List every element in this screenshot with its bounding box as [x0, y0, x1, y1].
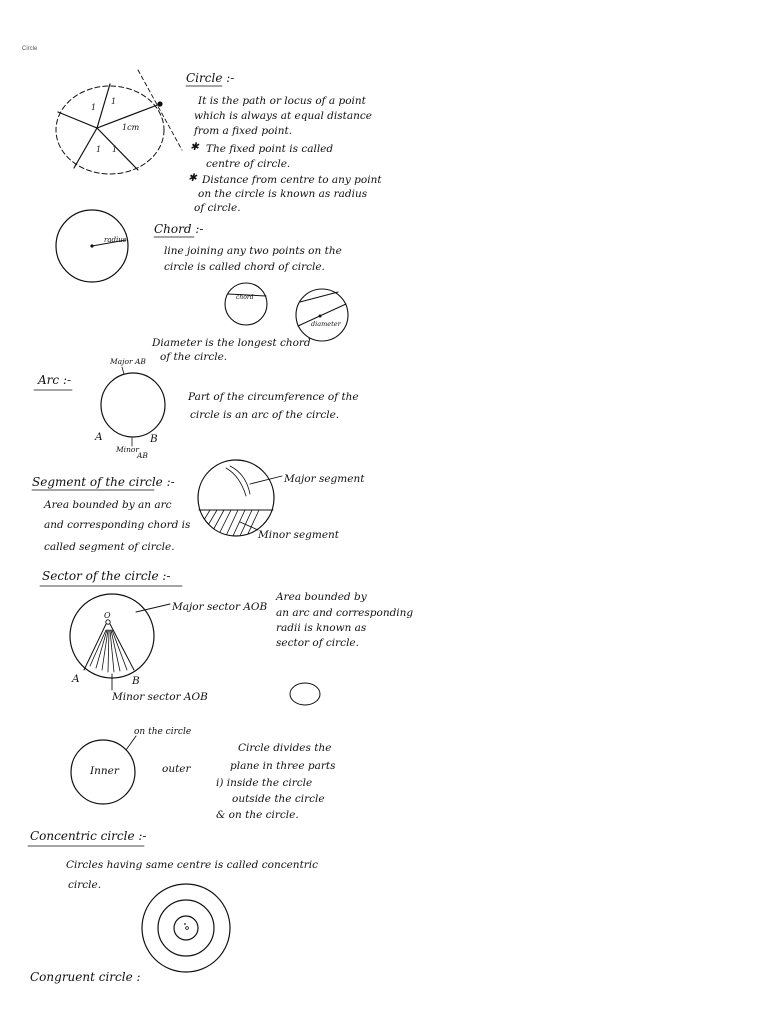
concentric-definition-line: circle.	[68, 879, 102, 891]
circle-section	[56, 70, 382, 214]
sector-heading: Sector of the circle :-	[42, 569, 171, 583]
inner-label: Inner	[90, 765, 119, 777]
bullet-line: on the circle is known as radius	[198, 188, 368, 200]
circle-definition-line: It is the path or locus of a point	[198, 95, 366, 107]
sector-section	[40, 569, 413, 705]
small-oval-sketch	[290, 683, 320, 705]
point-b-label: B	[132, 675, 140, 687]
major-segment-pointer	[250, 476, 282, 484]
arc-circle-diagram	[101, 373, 165, 437]
major-segment-shading	[226, 466, 250, 496]
arc-section	[34, 357, 359, 460]
diameter-label: diameter	[311, 320, 341, 328]
arc-heading: Arc :-	[38, 373, 72, 387]
minor-sector-label: Minor sector AOB	[112, 691, 208, 703]
sector-radius	[110, 624, 134, 670]
distance-label: 1cm	[122, 123, 140, 132]
outer-label: outer	[162, 763, 191, 775]
segment-definition-line: and corresponding chord is	[44, 519, 191, 531]
chord-circle-diagram	[225, 283, 267, 325]
chord-definition-line: circle is called chord of circle.	[164, 261, 325, 273]
regions-line: outside the circle	[232, 793, 325, 805]
centre-dot	[186, 927, 189, 930]
segment-heading: Segment of the circle :-	[32, 475, 175, 489]
regions-line: & on the circle.	[216, 809, 299, 821]
tick-mark: 1	[111, 97, 117, 106]
major-arc-label: Major AB	[110, 357, 146, 366]
segment-section	[32, 460, 365, 553]
sector-definition-line: an arc and corresponding	[276, 607, 414, 619]
centre-o-label: O	[104, 611, 111, 620]
star-icon: ✱	[188, 172, 197, 184]
regions-line: i) inside the circle	[216, 777, 313, 789]
segment-circle-diagram	[198, 460, 274, 536]
tick-mark: 1	[96, 145, 102, 154]
diameter-note-line: Diameter is the longest chord	[152, 337, 311, 349]
radius-line	[97, 128, 138, 170]
congruent-heading: Congruent circle :	[30, 970, 141, 984]
centre-dot	[184, 923, 186, 925]
chord-definition-line: line joining any two points on the	[164, 245, 342, 257]
regions-section	[71, 727, 336, 821]
major-sector-label: Major sector AOB	[172, 601, 268, 613]
point-dot	[157, 101, 162, 106]
bullet-line: of circle.	[194, 202, 241, 214]
minor-arc-label: Minor	[116, 445, 140, 454]
radius-line	[74, 128, 97, 168]
arc-definition-line: circle is an arc of the circle.	[190, 409, 340, 421]
concentric-heading: Concentric circle :-	[30, 829, 147, 843]
circle-definition-line: which is always at equal distance	[194, 110, 372, 122]
minor-sector-hatching	[90, 630, 127, 672]
diameter-note-line: of the circle.	[160, 351, 228, 363]
concentric-definition-line: Circles having same centre is called concentric	[66, 859, 319, 871]
bullet-line: Distance from centre to any point	[202, 174, 382, 186]
minor-arc-label: AB	[137, 451, 148, 460]
chord-line	[300, 292, 338, 302]
sector-definition-line: Area bounded by	[276, 591, 367, 603]
chord-label: chord	[236, 294, 254, 301]
point-a-label: A	[95, 431, 103, 443]
arc-definition-line: Part of the circumference of the	[188, 391, 359, 403]
star-icon: ✱	[190, 141, 199, 153]
radius-line	[58, 112, 97, 128]
concentric-section	[28, 829, 318, 984]
tick-mark: 1	[91, 103, 97, 112]
centre-o-dot	[106, 620, 110, 624]
regions-line: Circle divides the	[238, 742, 332, 754]
circle-definition-line: from a fixed point.	[194, 125, 293, 137]
centre-dot	[319, 315, 322, 318]
point-b-label: B	[150, 433, 158, 445]
tick-mark: 1	[112, 145, 118, 154]
on-circle-pointer	[126, 736, 136, 750]
bullet-line: The fixed point is called	[206, 143, 334, 155]
segment-definition-line: called segment of circle.	[44, 541, 175, 553]
point-a-label: A	[72, 673, 80, 685]
bullet-line: centre of circle.	[206, 158, 291, 170]
minor-segment-pointer	[240, 522, 258, 530]
radius-line	[97, 84, 110, 128]
chord-section	[56, 210, 348, 363]
segment-definition-line: Area bounded by an arc	[44, 499, 172, 511]
sector-definition-line: radii is known as	[276, 622, 367, 634]
circle-heading: Circle :-	[186, 71, 235, 85]
major-arc-pointer	[122, 367, 124, 374]
circle-diagram	[56, 86, 164, 174]
on-circle-label: on the circle	[134, 727, 192, 737]
minor-segment-label: Minor segment	[258, 529, 340, 541]
sector-definition-line: sector of circle.	[276, 637, 359, 649]
regions-line: plane in three parts	[230, 760, 336, 772]
document-title: Circle	[22, 46, 38, 52]
major-segment-label: Major segment	[284, 473, 365, 485]
chord-heading: Chord :-	[154, 222, 204, 236]
radius-label: radius	[104, 236, 127, 244]
